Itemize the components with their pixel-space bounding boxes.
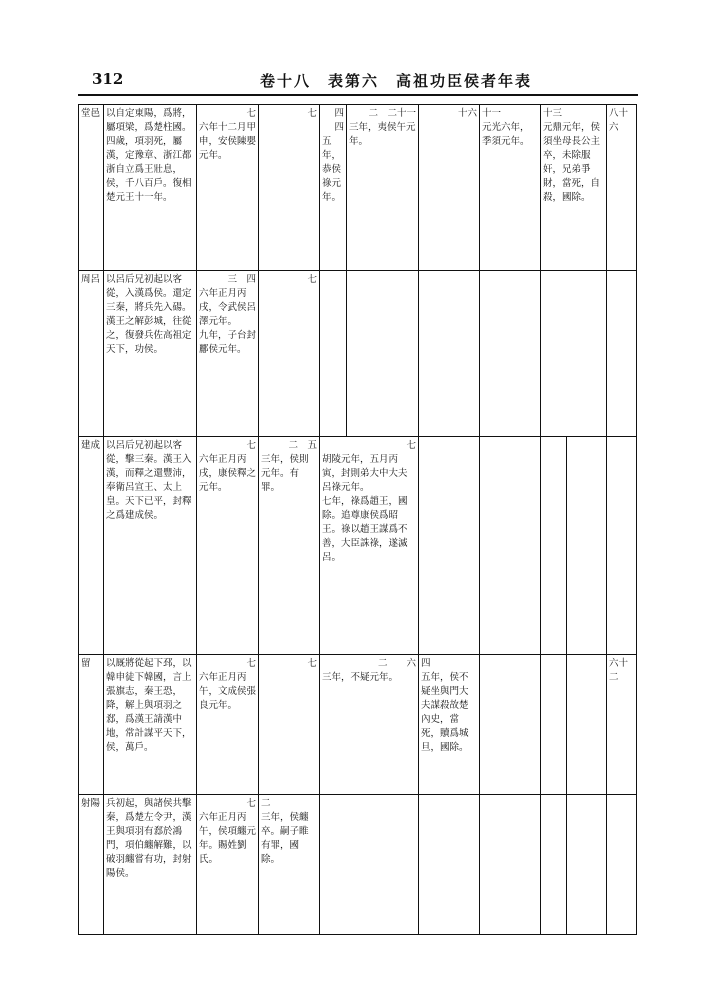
fief-name: 留	[79, 655, 104, 795]
rank-cell	[607, 271, 637, 437]
page-title: 卷十八 表第六 高祖功臣侯者年表	[260, 72, 533, 90]
reign-cell	[480, 795, 541, 935]
reign-cell	[320, 271, 347, 437]
table-row	[79, 105, 637, 271]
merit-text: 兵初起，與諸侯共擊秦，爲楚左令尹，漢王與項羽有郄於鴻門，項伯纏解難，以破羽纏嘗有功，封射陽侯。	[104, 795, 197, 935]
page-number: 312	[92, 70, 124, 88]
reign-cell: 十六	[419, 105, 480, 271]
rank-cell	[607, 795, 637, 935]
reign-cell: 七 六年正月丙午，文成侯張良元年。	[197, 655, 259, 795]
merit-text: 以自定東陽，爲將，屬項梁，爲楚柱國。四歲，項羽死，屬漢，定豫章、浙江都浙自立爲王壯息，侯，千八百戶。復相楚元王十一年。	[104, 105, 197, 271]
reign-cell: 二 五 三年，侯則元年。有罪。	[259, 437, 320, 655]
page-header	[92, 70, 612, 92]
reign-cell	[567, 437, 607, 655]
merit-text: 以厩將從起下邳，以韓申徒下韓國，言上張旗志，秦王恐，降，解上與項羽之郄，爲漢王請漢中地，常計謀平天下，侯，萬戶。	[104, 655, 197, 795]
reign-cell	[541, 437, 567, 655]
reign-cell	[419, 795, 480, 935]
reign-cell: 十一 元光六年，季須元年。	[480, 105, 541, 271]
reign-cell	[541, 271, 607, 437]
reign-cell: 二 六 三年，不疑元年。	[320, 655, 419, 795]
table-row	[79, 437, 637, 655]
reign-cell	[541, 655, 567, 795]
reign-cell	[320, 795, 419, 935]
fief-name: 建成	[79, 437, 104, 655]
table-row	[79, 795, 637, 935]
reign-cell: 七 六年正月丙戌，康侯釋之元年。	[197, 437, 259, 655]
reign-cell: 七 胡陵元年，五月丙寅，封則弟大中大夫呂祿元年。 七年，祿爲趙王，國除。追尊康侯爲昭王。祿以趙王謀爲不善，大臣誅祿，遂滅呂。	[320, 437, 419, 655]
reign-cell	[541, 795, 567, 935]
fief-name: 周呂	[79, 271, 104, 437]
reign-cell: 七 六年十二月甲申，安侯陳嬰元年。	[197, 105, 259, 271]
reign-cell	[419, 271, 480, 437]
reign-cell	[347, 271, 419, 437]
reign-cell	[480, 655, 541, 795]
reign-cell	[480, 437, 541, 655]
table-row	[79, 655, 637, 795]
merit-text: 以呂后兄初起以客從，入漢爲侯。還定三秦，將兵先入碭。漢王之解彭城，往從之，復發兵佐高祖定天下，功侯。	[104, 271, 197, 437]
reign-cell: 七	[259, 271, 320, 437]
peerage-table	[78, 104, 637, 935]
table-row	[79, 271, 637, 437]
rank-cell: 八十六	[607, 105, 637, 271]
merit-text: 以呂后兄初起以客從，擊三秦。漢王入漢，而釋之還豐沛，奉衛呂宣王、太上皇。天下已平，封釋之爲建成侯。	[104, 437, 197, 655]
fief-name: 堂邑	[79, 105, 104, 271]
rank-cell	[607, 437, 637, 655]
reign-cell	[419, 437, 480, 655]
reign-cell: 二 三年，侯纏卒。嗣子睢有罪，國除。	[259, 795, 320, 935]
reign-cell: 十三 元鼎元年，侯須坐母長公主卒，未除服奸，兄弟爭財，當死，自殺，國除。	[541, 105, 607, 271]
reign-cell	[480, 271, 541, 437]
reign-cell: 四 五年，侯不疑坐與門大夫謀殺故楚內史，當死，贖爲城旦，國除。	[419, 655, 480, 795]
fief-name: 射陽	[79, 795, 104, 935]
reign-cell: 七 六年正月丙午，侯項纏元年。賜姓劉氏。	[197, 795, 259, 935]
reign-cell: 七	[259, 655, 320, 795]
rank-cell: 六十二	[607, 655, 637, 795]
reign-cell: 二 二十一 三年，夷侯午元年。	[347, 105, 419, 271]
reign-cell	[567, 655, 607, 795]
reign-cell: 三 四 六年正月丙戌，令武侯呂澤元年。 九年，子台封酈侯元年。	[197, 271, 259, 437]
reign-cell: 四 四 五年，恭侯祿元年。	[320, 105, 347, 271]
reign-cell: 七	[259, 105, 320, 271]
reign-cell	[567, 795, 607, 935]
header-rule	[78, 94, 638, 96]
